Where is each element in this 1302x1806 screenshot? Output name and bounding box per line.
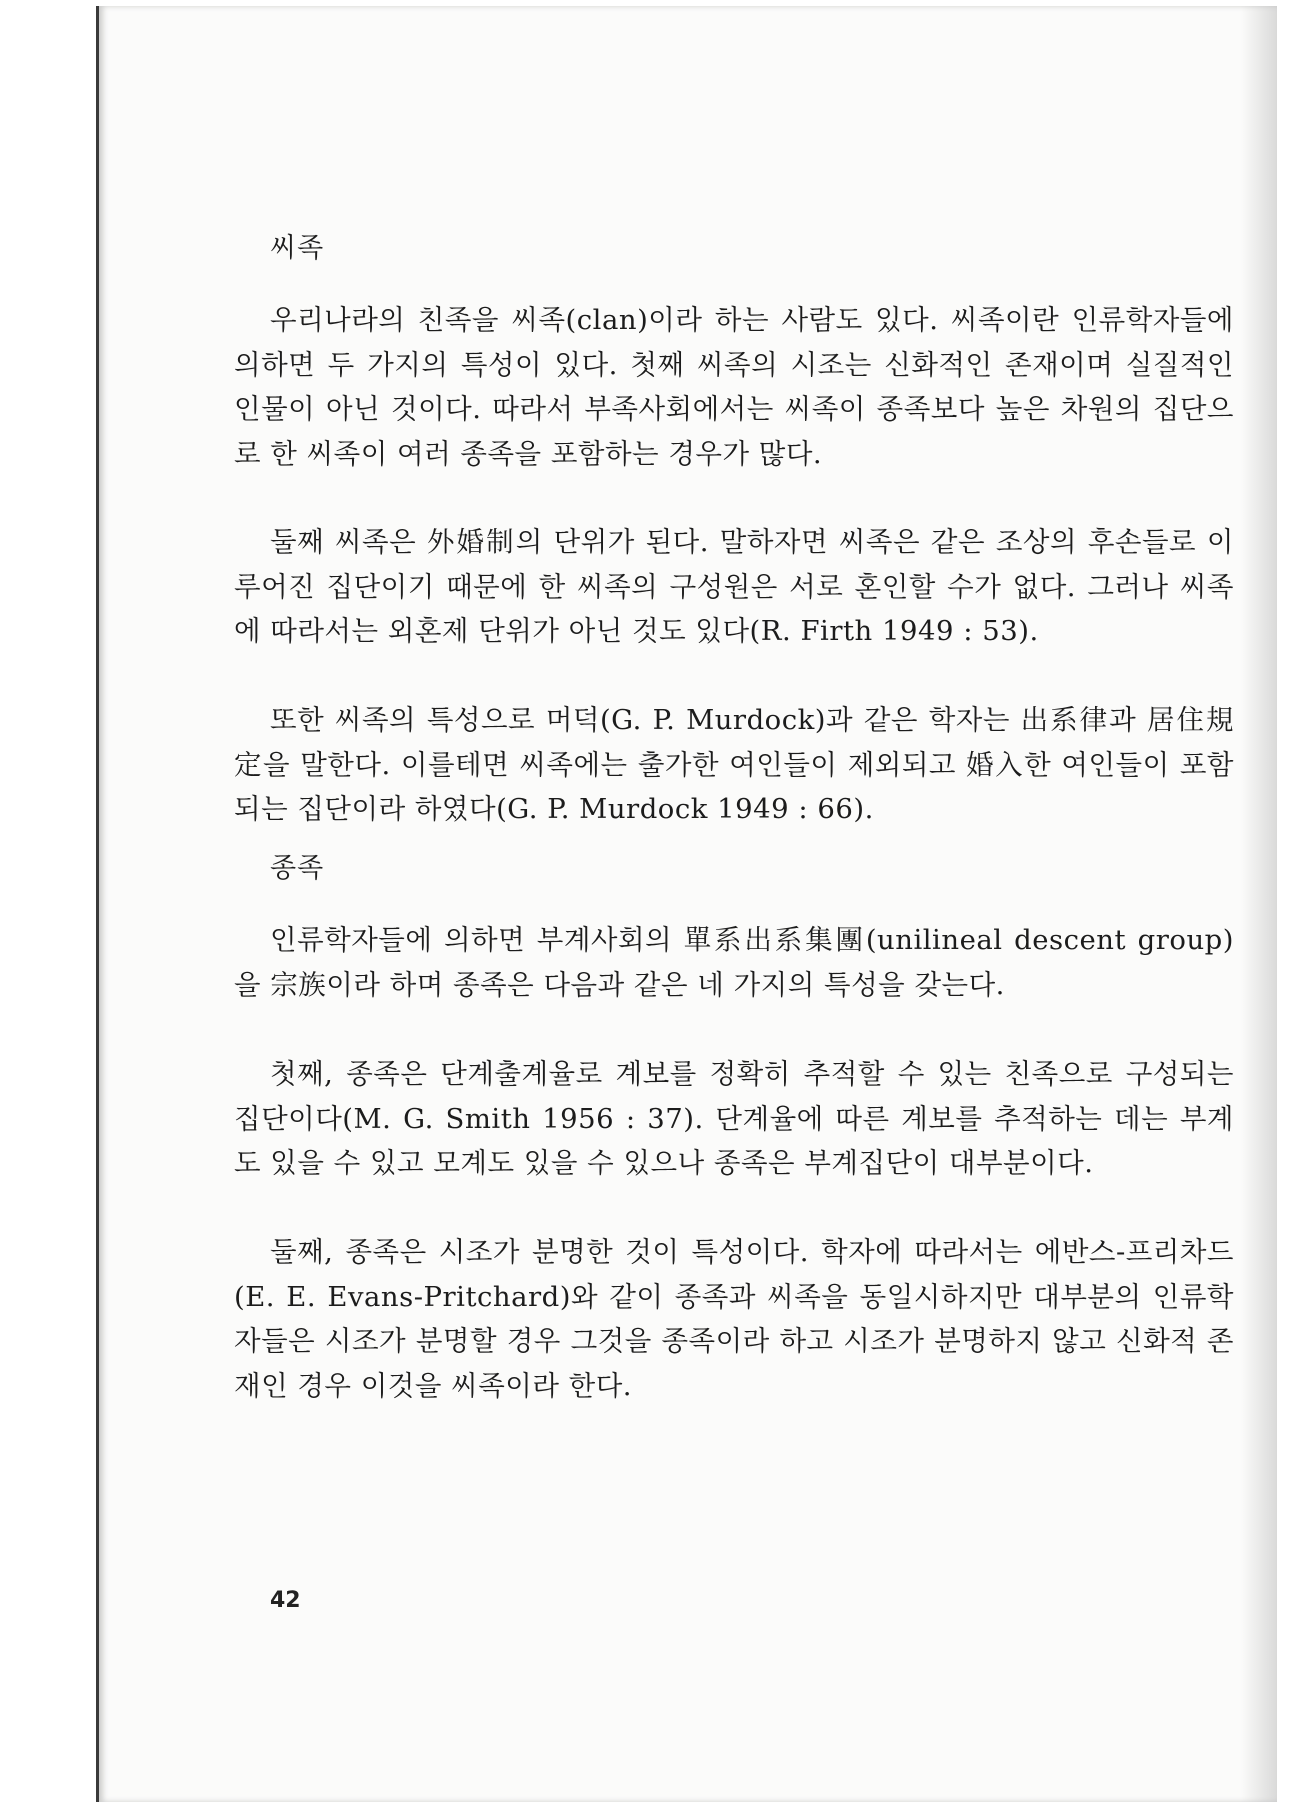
page-edge-shadow bbox=[1241, 6, 1277, 1802]
section-heading-lineage: 종족 bbox=[270, 853, 325, 884]
lineage-paragraph-3: 둘째, 종족은 시조가 분명한 것이 특성이다. 학자에 따라서는 에반스-프리차드(E. E. Evans-Pritchard)와 같이 종족과 씨족을 동일시하지만 대부분의 인류학자들은 시조가 분명할 경우 그것을 종족이라 하고 시조가 분명하지 않고 신화적 존재인 경우 이것을 씨족이라 한다. bbox=[234, 1236, 1234, 1402]
section-heading-clan: 씨족 bbox=[270, 233, 325, 264]
clan-paragraph-3: 또한 씨족의 특성으로 머덕(G. P. Murdock)과 같은 학자는 出系律과 居住規定을 말한다. 이를테면 씨족에는 출가한 여인들이 제외되고 婚入한 여인들이 포함되는 집단이라 하였다(G. P. Murdock 1949 : 66). bbox=[234, 704, 1234, 825]
book-page bbox=[96, 6, 1277, 1802]
clan-paragraph-1: 우리나라의 친족을 씨족(clan)이라 하는 사람도 있다. 씨족이란 인류학자들에 의하면 두 가지의 특성이 있다. 첫째 씨족의 시조는 신화적인 존재이며 실질적인 인물이 아닌 것이다. 따라서 부족사회에서는 씨족이 종족보다 높은 차원의 집단으로 한 씨족이 여러 종족을 포함하는 경우가 많다. bbox=[234, 304, 1234, 470]
page-number: 42 bbox=[270, 1588, 301, 1613]
lineage-paragraph-2: 첫째, 종족은 단계출계율로 계보를 정확히 추적할 수 있는 친족으로 구성되는 집단이다(M. G. Smith 1956 : 37). 단계율에 따른 계보를 추적하는 데는 부계도 있을 수 있고 모계도 있을 수 있으나 종족은 부계집단이 대부분이다. bbox=[234, 1058, 1234, 1179]
lineage-paragraph-1: 인류학자들에 의하면 부계사회의 單系出系集團(unilineal descent group)을 宗族이라 하며 종족은 다음과 같은 네 가지의 특성을 갖는다. bbox=[234, 924, 1234, 1001]
clan-paragraph-2: 둘째 씨족은 外婚制의 단위가 된다. 말하자면 씨족은 같은 조상의 후손들로 이루어진 집단이기 때문에 한 씨족의 구성원은 서로 혼인할 수가 없다. 그러나 씨족에 따라서는 외혼제 단위가 아닌 것도 있다(R. Firth 1949 : 53). bbox=[234, 526, 1234, 647]
